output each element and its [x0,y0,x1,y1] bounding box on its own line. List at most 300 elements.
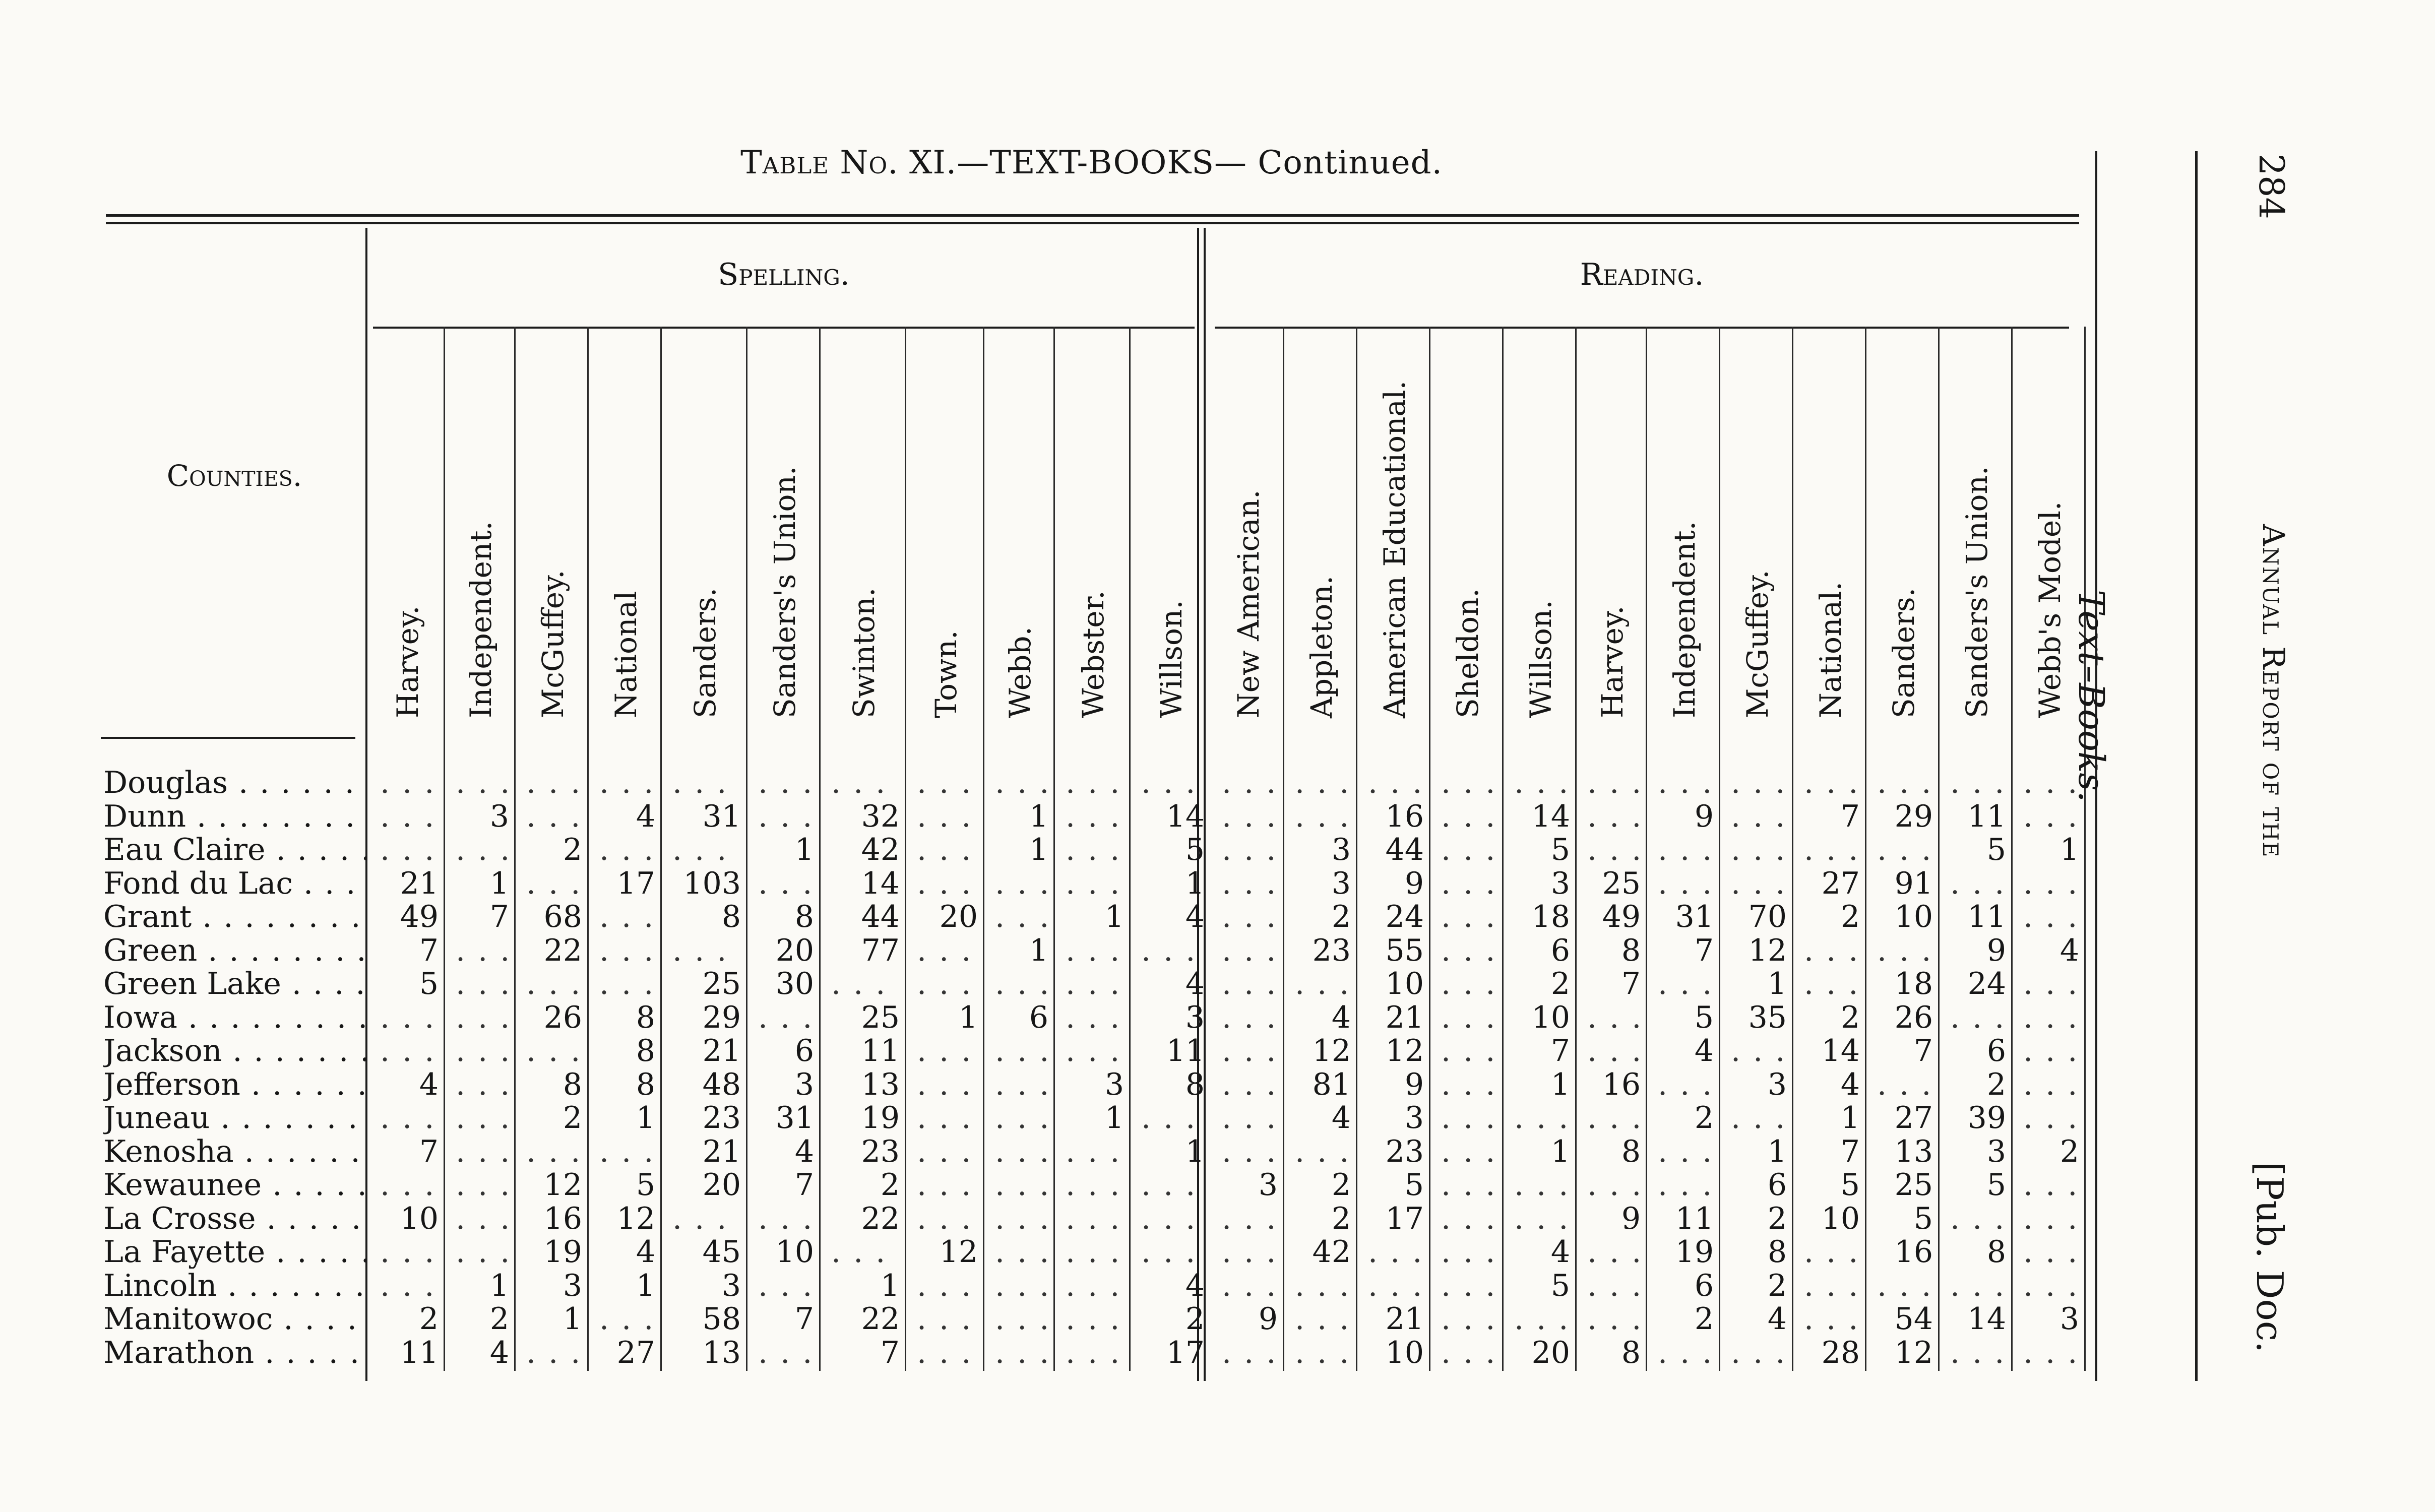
table-cell [2014,1235,2079,1269]
table-cell: 77 [861,933,900,967]
table-cell: 8 [1767,1235,1787,1269]
table-cell [1505,1168,1570,1202]
table-cell [1213,1336,1278,1369]
table-cell [1286,1135,1351,1168]
table-cell [1213,1235,1278,1269]
table-cell [822,967,900,1000]
table-cell [1505,1202,1570,1235]
table-cell: 2 [1694,1302,1714,1336]
table-cell: 1 [636,1101,655,1135]
table-cell [749,1336,814,1369]
table-cell [1578,800,1641,833]
table-cell: 4 [1185,967,1205,1000]
table-cell [517,967,582,1000]
table-cell: 7 [1913,1034,1933,1067]
table-cell: 20 [775,933,814,967]
table-cell [1432,867,1497,900]
table-cell: 12 [1748,933,1787,967]
table-cell: 20 [702,1168,741,1202]
column-header-1: Independent. [464,521,498,718]
column-header-0: Harvey. [391,605,425,718]
table-cell [1132,1101,1205,1135]
table-cell: 12 [1894,1336,1933,1369]
table-cell: 70 [1748,900,1787,933]
table-cell: 2 [880,1168,900,1202]
title-table-number: Table No. XI. [740,144,957,181]
table-cell [447,1168,509,1202]
table-cell: 19 [543,1235,582,1269]
table-cell [2014,800,2079,833]
county-name: Green Lake . . . [103,967,365,1000]
table-cell [1213,967,1278,1000]
table-cell [447,833,509,866]
table-cell: 23 [1385,1135,1424,1168]
table-cell [749,867,814,900]
table-row [0,1235,2117,1269]
table-cell [1432,1068,1497,1101]
table-row [0,1202,2117,1235]
table-cell [1213,1068,1278,1101]
table-cell [1868,766,1933,799]
table-cell: 42 [1312,1235,1351,1269]
table-cell: 10 [1821,1202,1860,1235]
table-cell: 20 [1531,1336,1570,1369]
table-cell: 39 [1967,1101,2006,1135]
table-cell: 49 [400,900,439,933]
table-cell [1795,766,1860,799]
table-cell: 16 [1602,1067,1641,1101]
table-row [0,1034,2117,1067]
table-cell [447,934,509,967]
table-cell: 1 [1029,933,1048,967]
table-cell: 7 [419,1135,439,1168]
table-cell [1941,766,2006,799]
table-cell [1505,766,1570,799]
table-cell [517,867,582,900]
table-cell: 2 [1694,1101,1714,1135]
table-cell [1056,934,1124,967]
county-name: Green . . . [103,934,365,967]
table-cell [1432,1001,1497,1034]
table-cell: 3 [563,1269,582,1302]
table-cell: 6 [794,1034,814,1067]
table-cell [1056,967,1124,1000]
table-cell [447,1135,509,1168]
table-cell: 11 [1166,1034,1205,1067]
table-cell [1056,1034,1124,1067]
table-cell: 3 [1104,1067,1124,1101]
table-cell: 8 [1185,1067,1205,1101]
table-cell [986,867,1048,900]
county-name: Dunn . . . [103,800,365,833]
table-cell: 1 [636,1269,655,1302]
table-cell [2014,1101,2079,1135]
table-cell: 13 [702,1336,741,1369]
table-cell: 26 [543,1000,582,1034]
table-row [0,867,2117,900]
county-name: Lincoln . . . [103,1269,365,1302]
table-cell [371,1101,439,1135]
county-name: Juneau . . . [103,1101,365,1135]
table-cell: 14 [1821,1034,1860,1067]
table-cell: 6 [1694,1269,1714,1302]
table-cell: 3 [1331,833,1351,866]
table-cell [1649,967,1714,1000]
table-cell [1868,1269,1933,1302]
table-cell: 21 [1385,1302,1424,1336]
title-main: —TEXT-BOOKS— [957,144,1247,181]
table-cell: 21 [702,1034,741,1067]
table-cell: 28 [1821,1336,1860,1369]
running-tail: [Pub. Doc. [2249,1162,2291,1353]
table-cell [1213,934,1278,967]
table-cell: 8 [636,1034,655,1067]
table-cell: 11 [861,1034,900,1067]
table-cell [908,1101,978,1135]
table-cell: 27 [616,1336,655,1369]
table-cell [371,833,439,866]
table-cell: 26 [1894,1000,1933,1034]
group-rule-0 [373,327,1195,329]
table-cell: 6 [1550,933,1570,967]
table-cell: 2 [1767,1269,1787,1302]
column-header-21: Sanders's Union. [1959,466,1994,718]
table-cell: 5 [1550,833,1570,866]
table-cell [1213,766,1278,799]
table-cell [517,800,582,833]
table-cell [986,1135,1048,1168]
table-cell: 2 [1185,1302,1205,1336]
table-cell [1578,1269,1641,1302]
table-cell: 4 [489,1336,509,1369]
table-cell [1213,1202,1278,1235]
table-cell [1432,900,1497,933]
table-cell: 4 [419,1067,439,1101]
table-cell: 23 [1312,933,1351,967]
table-cell [749,1001,814,1034]
table-cell [371,1168,439,1202]
table-cell: 3 [721,1269,741,1302]
table-cell [1578,1001,1641,1034]
table-cell: 4 [1840,1067,1860,1101]
table-cell [986,967,1048,1000]
column-header-19: National. [1813,581,1848,718]
table-cell: 48 [702,1067,741,1101]
top-rule-1 [106,214,2079,217]
column-header-17: Independent. [1667,521,1702,718]
table-cell: 54 [1894,1302,1933,1336]
table-cell [1432,1168,1497,1202]
table-cell: 8 [636,1000,655,1034]
table-cell [447,1101,509,1135]
table-cell [2014,1001,2079,1034]
table-cell: 5 [1913,1202,1933,1235]
table-cell: 3 [1185,1000,1205,1034]
table-cell: 23 [861,1135,900,1168]
table-cell [908,867,978,900]
table-cell [908,1202,978,1235]
table-cell [1722,867,1787,900]
table-cell: 4 [1550,1235,1570,1269]
table-cell: 5 [1404,1168,1424,1202]
column-header-8: Webb. [1003,626,1037,718]
table-cell: 3 [1986,1135,2006,1168]
table-cell: 16 [543,1202,582,1235]
table-cell: 3 [489,799,509,833]
table-cell [1432,766,1497,799]
table-cell: 25 [702,967,741,1000]
table-cell: 3 [1404,1101,1424,1135]
table-cell: 25 [1894,1168,1933,1202]
table-cell [2014,1034,2079,1067]
table-cell [986,1034,1048,1067]
table-cell [1722,833,1787,866]
table-cell [1578,1168,1641,1202]
table-cell [1213,1269,1278,1302]
table-cell [908,967,978,1000]
table-cell [1132,1168,1205,1202]
table-row [0,1269,2117,1302]
table-cell: 12 [1385,1034,1424,1067]
table-cell [1213,1135,1278,1168]
table-cell [1432,800,1497,833]
table-cell: 5 [1986,833,2006,866]
table-row [0,800,2117,833]
table-cell: 1 [880,1269,900,1302]
table-cell [1505,1101,1570,1135]
table-cell [1056,1001,1124,1034]
table-cell: 4 [1185,1269,1205,1302]
table-cell: 1 [1104,1101,1124,1135]
table-cell [1132,766,1205,799]
column-header-4: Sanders. [688,587,722,718]
table-cell: 30 [775,967,814,1000]
table-cell: 11 [1675,1202,1714,1235]
table-cell [1795,833,1860,866]
table-cell [1432,833,1497,866]
table-cell: 7 [1621,967,1641,1000]
table-cell [1056,1202,1124,1235]
county-name: Manitowoc . . . [103,1302,365,1336]
table-cell: 7 [1694,933,1714,967]
table-cell [1213,833,1278,866]
table-cell: 4 [1694,1034,1714,1067]
table-cell [371,1001,439,1034]
table-cell: 2 [563,1101,582,1135]
table-cell [1432,1202,1497,1235]
column-header-2: McGuffey. [535,570,570,718]
table-cell [1432,1235,1497,1269]
table-row [0,967,2117,1000]
table-cell: 1 [958,1000,978,1034]
table-cell [447,1235,509,1269]
table-cell [1056,1269,1124,1302]
table-cell: 9 [1621,1202,1641,1235]
table-cell [908,766,978,799]
table-row [0,1302,2117,1336]
table-cell [1132,934,1205,967]
table-cell: 21 [702,1135,741,1168]
table-cell: 6 [1767,1168,1787,1202]
table-cell [1649,766,1714,799]
table-cell: 7 [880,1336,900,1369]
table-cell [1795,1235,1860,1269]
table-row [0,833,2117,866]
table-cell: 1 [489,866,509,900]
table-cell: 2 [1550,967,1570,1000]
table-cell: 21 [400,866,439,900]
column-header-6: Swinton. [847,587,881,718]
county-name: Douglas . . . [103,766,365,799]
table-cell [908,1068,978,1101]
table-cell: 22 [861,1202,900,1235]
table-cell: 1 [2059,833,2079,866]
table-cell [447,1068,509,1101]
table-cell [1941,1336,2006,1369]
table-cell [447,1001,509,1034]
table-cell: 13 [1894,1135,1933,1168]
table-cell [1649,1168,1714,1202]
table-cell [517,1135,582,1168]
column-header-7: Town. [928,630,963,718]
county-name: Marathon . . . [103,1336,365,1369]
table-cell: 42 [861,833,900,866]
counties-header: Counties. [166,459,302,493]
table-row [0,1001,2117,1034]
table-cell: 8 [721,900,741,933]
table-cell: 10 [1385,1336,1424,1369]
table-cell: 27 [1894,1101,1933,1135]
table-cell [1286,1302,1351,1336]
margin-rule-outer [2195,151,2198,1381]
table-cell: 20 [939,900,978,933]
table-cell [1432,1302,1497,1336]
table-cell [1056,867,1124,900]
table-cell: 7 [794,1168,814,1202]
table-cell [1056,800,1124,833]
table-cell: 8 [1986,1235,2006,1269]
column-header-12: Appleton. [1304,575,1339,718]
table-cell [1286,1336,1351,1369]
table-cell: 7 [1550,1034,1570,1067]
county-name: Grant . . . [103,900,365,933]
table-cell [1056,766,1124,799]
table-cell: 3 [1550,866,1570,900]
counties-header-rule [101,737,355,739]
table-cell: 25 [861,1000,900,1034]
table-cell: 3 [1767,1067,1787,1101]
table-cell [1432,1336,1497,1369]
table-cell: 3 [794,1067,814,1101]
table-cell [908,1168,978,1202]
table-cell: 31 [1675,900,1714,933]
table-cell: 1 [1104,900,1124,933]
table-cell [1359,766,1424,799]
table-cell [371,766,439,799]
table-cell [2014,1336,2079,1369]
table-cell: 5 [1550,1269,1570,1302]
table-cell [590,967,655,1000]
table-cell: 29 [702,1000,741,1034]
table-cell [1213,1034,1278,1067]
table-cell [1941,1202,2006,1235]
table-cell: 7 [419,933,439,967]
table-cell: 1 [489,1269,509,1302]
table-cell: 24 [1967,967,2006,1000]
table-cell: 1 [1840,1101,1860,1135]
table-cell [1649,833,1714,866]
county-name: Kewaunee . . . [103,1168,365,1202]
table-cell: 45 [702,1235,741,1269]
column-header-10: Willson. [1154,600,1189,718]
table-cell [1868,1068,1933,1101]
table-cell: 8 [563,1067,582,1101]
county-name: Iowa . . . [103,1001,365,1034]
table-cell [1056,1168,1124,1202]
table-cell: 1 [563,1302,582,1336]
table-cell: 6 [1986,1034,2006,1067]
table-cell: 10 [400,1202,439,1235]
table-cell: 4 [1331,1000,1351,1034]
table-cell [1578,1302,1641,1336]
table-cell [1056,1135,1124,1168]
county-name: Jefferson . . . [103,1068,365,1101]
table-cell [447,1034,509,1067]
table-row [0,1336,2117,1369]
table-cell: 16 [1385,799,1424,833]
column-header-22: Webb's Model. [2032,501,2067,718]
table-cell: 9 [1694,799,1714,833]
table-cell [908,1302,978,1336]
table-cell: 1 [1767,967,1787,1000]
table-cell [908,833,978,866]
table-cell [371,1034,439,1067]
table-cell: 8 [1621,1336,1641,1369]
table-cell: 44 [861,900,900,933]
table-cell [517,1034,582,1067]
table-cell [590,766,655,799]
table-cell: 5 [1840,1168,1860,1202]
table-cell [2014,1168,2079,1202]
table-cell [1722,800,1787,833]
table-cell [1056,833,1124,866]
table-cell: 9 [1986,933,2006,967]
table-row [0,1101,2117,1135]
table-cell [590,934,655,967]
table-cell: 1 [1029,799,1048,833]
table-cell [1286,800,1351,833]
table-cell [2014,967,2079,1000]
table-cell: 4 [794,1135,814,1168]
column-header-18: McGuffey. [1740,570,1775,718]
table-cell: 10 [1531,1000,1570,1034]
table-cell [590,1302,655,1336]
table-cell [822,766,900,799]
table-cell [1722,1336,1787,1369]
table-cell [986,1302,1048,1336]
running-head: Annual Report of the [2256,524,2291,858]
table-cell: 1 [1185,866,1205,900]
table-cell [2014,867,2079,900]
table-cell: 4 [636,799,655,833]
table-cell: 14 [1166,799,1205,833]
top-rule-2 [106,222,2079,224]
table-cell: 5 [1986,1168,2006,1202]
table-cell: 12 [939,1235,978,1269]
table-cell: 1 [794,833,814,866]
table-cell: 8 [1621,1135,1641,1168]
table-cell: 2 [1767,1202,1787,1235]
